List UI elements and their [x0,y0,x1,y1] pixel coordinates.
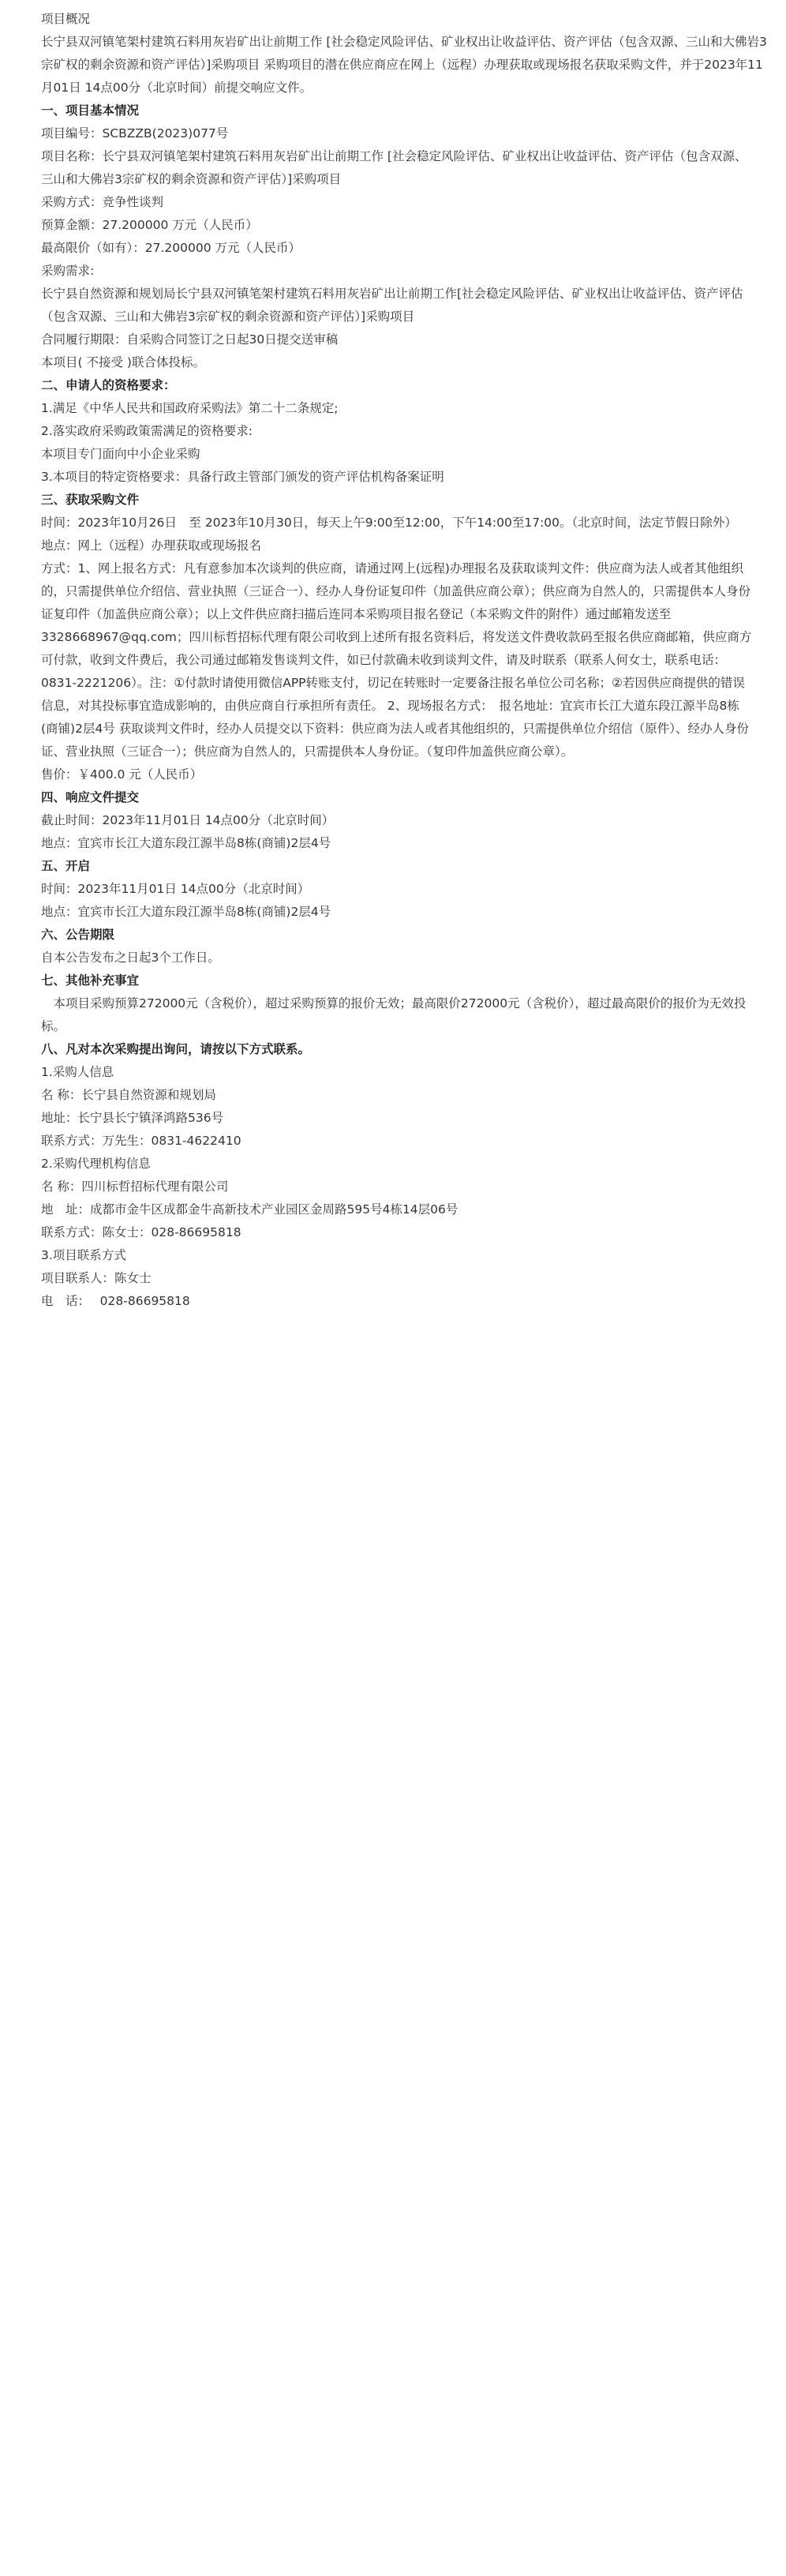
qualification-item-3: 3.本项目的特定资格要求：具备行政主管部门颁发的资产评估机构备案证明 [41,470,444,484]
qualification-item-2: 2.落实政府采购政策需满足的资格要求: [41,424,253,438]
purchaser-address: 地址：长宁县长宁镇泽鸿路536号 [41,1111,224,1125]
document-time: 时间：2023年10月26日 至 2023年10月30日，每天上午9:00至12:00，下午14:00至17:00。（北京时间，法定节假日除外） [41,516,737,530]
section2-heading: 二、申请人的资格要求： [41,378,176,392]
supplementary-text: 本项目采购预算272000元（含税价），超过采购预算的报价无效；最高限价272000元（含税价），超过最高限价的报价为无效投标。 [41,996,747,1033]
submission-place: 地点：宜宾市长江大道东段江源半岛8栋(商铺)2层4号 [41,836,331,850]
opening-time: 时间：2023年11月01日 14点00分（北京时间） [41,882,310,896]
section4-heading: 四、响应文件提交 [41,790,140,804]
requirement-label: 采购需求: [41,264,95,278]
qualification-item-2-detail: 本项目专门面向中小企业采购 [41,447,200,461]
announcement-period: 自本公告发布之日起3个工作日。 [41,951,220,965]
project-number: 项目编号：SCBZZB(2023)077号 [41,126,229,141]
document-place: 地点：网上（远程）办理获取或现场报名 [41,538,262,553]
procurement-method: 采购方式：竞争性谈判 [41,195,164,209]
submission-deadline: 截止时间：2023年11月01日 14点00分（北京时间） [41,813,335,827]
opening-place: 地点：宜宾市长江大道东段江源半岛8栋(商铺)2层4号 [41,905,331,919]
purchaser-title: 1.采购人信息 [41,1065,114,1079]
section6-heading: 六、公告期限 [41,928,115,942]
project-name: 项目名称：长宁县双河镇笔架村建筑石料用灰岩矿出让前期工作 [社会稳定风险评估、矿业权出让收益评估、资产评估（包含双源、三山和大佛岩3宗矿权的剩余资源和资产评估）]采购项目 [41,149,747,186]
agency-name: 名 称：四川标哲招标代理有限公司 [41,1179,229,1194]
overview-text: 长宁县双河镇笔架村建筑石料用灰岩矿出让前期工作 [社会稳定风险评估、矿业权出让收益评估、资产评估（包含双源、三山和大佛岩3宗矿权的剩余资源和资产评估）]采购项目 采购项目的潜在供应商应在网上（远程）办理获取或现场报名获取采购文件，并于2023年11月01日 14点00分（北京时间）前提交响应文件。 [41,35,767,95]
section8-heading: 八、凡对本次采购提出询问，请按以下方式联系。 [41,1042,311,1056]
document-method: 方式：1、网上报名方式：凡有意参加本次谈判的供应商，请通过网上(远程)办理报名及获取谈判文件：供应商为法人或者其他组织的，只需提供单位介绍信、营业执照（三证合一）、经办人身份证复印件（加盖供应商公章）；供应商为自然人的，只需提供本人身份证复印件（加盖供应商公章）；以上文件供应商扫描后连同本采购项目报名登记（本采购文件的附件）通过邮箱发送至3328668967@qq.com；四川标哲招标代理有限公司收到上述所有报名资料后，将发送文件费收款码至报名供应商邮箱，供应商方可付款，收到文件费后，我公司通过邮箱发售谈判文件，如已付款确未收到谈判文件，请及时联系（联系人何女士，联系电话：0831-2221206）。注：①付款时请使用微信APP转账支付，切记在转账时一定要备注报名单位公司名称；②若因供应商提供的错误信息，对其投标事宜造成影响的，由供应商自行承担所有责任。 2、现场报名方式： 报名地址：宜宾市长江大道东段江源半岛8栋(商铺)2层4号 获取谈判文件时，经办人员提交以下资料：供应商为法人或者其他组织的，只需提供单位介绍信（原件）、经办人身份证、营业执照（三证合一）；供应商为自然人的，只需提供本人身份证。（复印件加盖供应商公章）。 [41,561,752,759]
purchaser-contact: 联系方式：万先生：0831-4622410 [41,1134,241,1148]
maximum-price: 最高限价（如有）：27.200000 万元（人民币） [41,241,301,255]
document-price: 售价：￥400.0 元（人民币） [41,767,203,782]
project-contact-title: 3.项目联系方式 [41,1248,126,1262]
section5-heading: 五、开启 [41,859,91,873]
agency-address: 地 址：成都市金牛区成都金牛高新技术产业园区金周路595号4栋14层06号 [41,1202,458,1217]
requirement-text: 长宁县自然资源和规划局长宁县双河镇笔架村建筑石料用灰岩矿出让前期工作[社会稳定风险评估、矿业权出让收益评估、资产评估（包含双源、三山和大佛岩3宗矿权的剩余资源和资产评估）]采购项目 [41,287,743,324]
purchaser-name: 名 称：长宁县自然资源和规划局 [41,1088,216,1102]
consortium-note: 本项目( 不接受 )联合体投标。 [41,355,205,369]
budget-amount: 预算金额：27.200000 万元（人民币） [41,218,258,232]
agency-contact: 联系方式：陈女士：028-86695818 [41,1225,241,1239]
section3-heading: 三、获取采购文件 [41,493,140,507]
agency-title: 2.采购代理机构信息 [41,1157,151,1171]
section7-heading: 七、其他补充事宜 [41,973,140,988]
qualification-item-1: 1.满足《中华人民共和国政府采购法》第二十二条规定; [41,401,339,415]
project-contact-phone: 电 话： 028-86695818 [41,1294,190,1308]
overview-title: 项目概况 [41,12,91,26]
contract-period: 合同履行期限：自采购合同签订之日起30日提交送审稿 [41,332,339,347]
section1-heading: 一、项目基本情况 [41,103,140,118]
project-contact-person: 项目联系人：陈女士 [41,1271,152,1285]
overview-section [41,8,778,99]
